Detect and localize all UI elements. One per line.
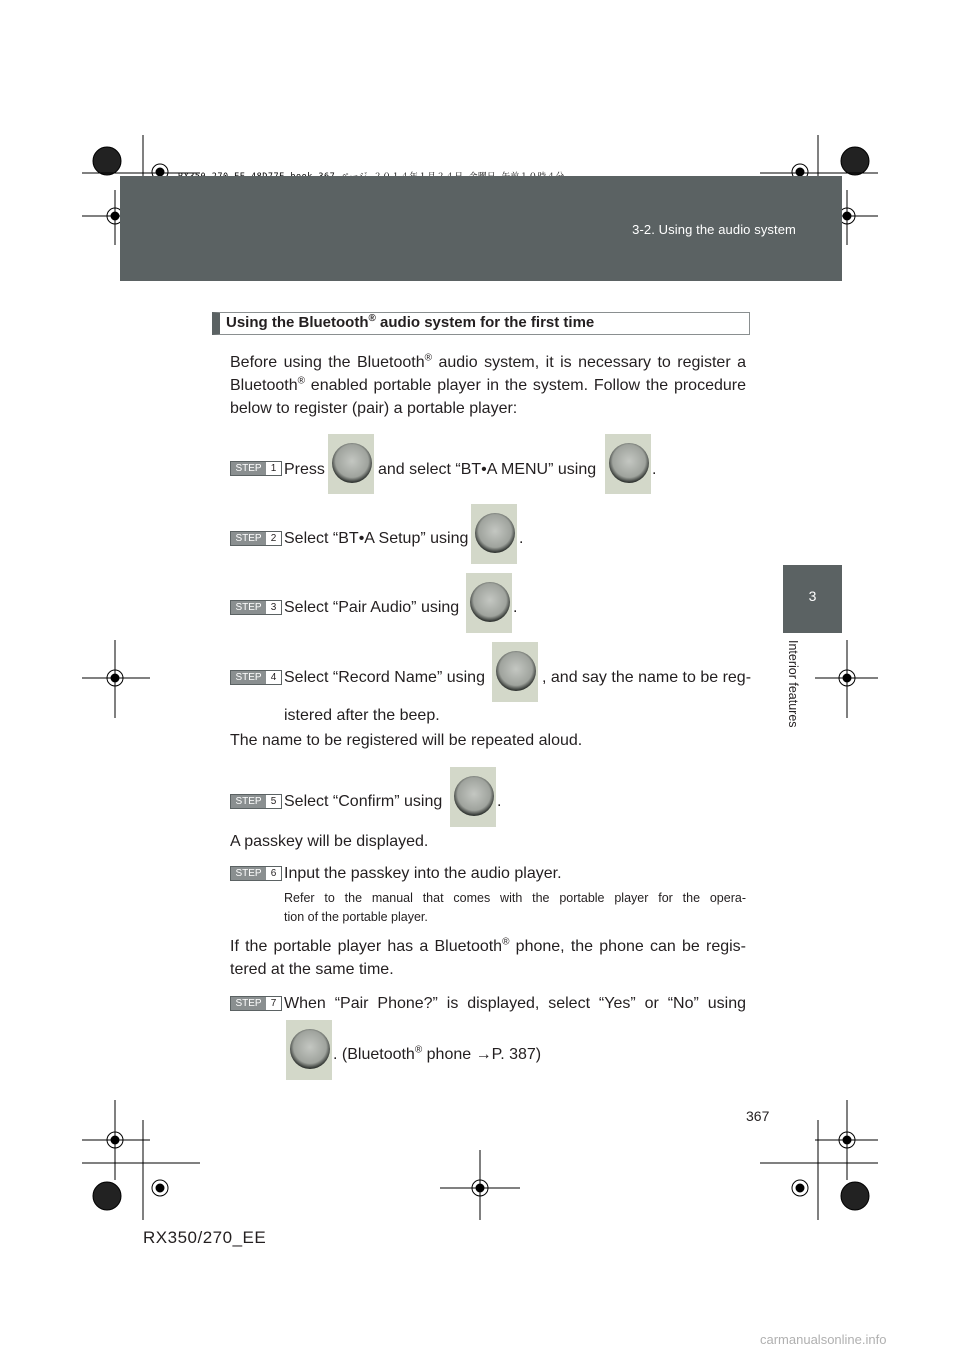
note-after-step-4: The name to be registered will be repeated aloud. xyxy=(230,732,583,749)
step-5-text: Select “Confirm” using xyxy=(284,793,443,810)
bt-phone-note: If the portable player has a Bluetooth® phone, the phone can be regis- tered at the same time. xyxy=(230,936,746,978)
chapter-number: 3 xyxy=(808,588,817,604)
knob-button-icon xyxy=(450,767,496,827)
step-1-text-b: and select “BT•A MENU” using xyxy=(378,461,597,478)
step-badge-1: STEP 1 xyxy=(230,461,282,476)
step-1-text-a: Press xyxy=(284,461,325,478)
step-1-text-c: . xyxy=(652,461,657,478)
knob-button-icon xyxy=(328,434,374,494)
footer-watermark: carmanualsonline.info xyxy=(760,1332,887,1347)
step-4-text-a: Select “Record Name” using xyxy=(284,669,485,686)
step-4-text-cont: istered after the beep. xyxy=(284,707,440,724)
step-badge-3: STEP 3 xyxy=(230,600,282,615)
step-badge-6: STEP 6 xyxy=(230,866,282,881)
step-badge-4: STEP 4 xyxy=(230,670,282,685)
section-heading: Using the Bluetooth® audio system for the first time xyxy=(226,313,595,331)
step-3-text: Select “Pair Audio” using xyxy=(284,599,460,616)
step-badge-2: STEP 2 xyxy=(230,531,282,546)
intro-paragraph: Before using the Bluetooth® audio system, it is necessary to register a Bluetooth® enabled portable player in the system. Follow the procedure below to register (pair) a portable player: xyxy=(230,352,747,417)
step-2-text: Select “BT•A Setup” using xyxy=(284,530,469,547)
step-badge-5: STEP 5 xyxy=(230,794,282,809)
step-2-text-c: . xyxy=(519,530,524,547)
knob-button-icon xyxy=(471,504,517,564)
page-number: 367 xyxy=(746,1108,770,1124)
knob-button-icon xyxy=(605,434,651,494)
knob-button-icon xyxy=(286,1020,332,1080)
knob-button-icon xyxy=(492,642,538,702)
arrow-icon: → xyxy=(475,1046,492,1063)
step-4-text-b: , and say the name to be reg- xyxy=(542,669,752,686)
step-6-text: Input the passkey into the audio player. xyxy=(284,865,562,882)
step-badge-7: STEP 7 xyxy=(230,996,282,1011)
knob-button-icon xyxy=(466,573,512,633)
step-7-text-cont: . (Bluetooth® phone →P. 387) xyxy=(333,1044,542,1063)
chapter-label: Interior features xyxy=(786,640,800,728)
step-3-text-c: . xyxy=(513,599,518,616)
model-code: RX350/270_EE xyxy=(143,1228,267,1247)
section-title: 3-2. Using the audio system xyxy=(632,222,796,237)
note-after-step-5: A passkey will be displayed. xyxy=(230,833,429,850)
step-5-text-c: . xyxy=(497,793,502,810)
note-after-step-6: Refer to the manual that comes with the portable player for the opera- tion of the portable player. xyxy=(284,891,746,924)
step-7-text: When “Pair Phone?” is displayed, select “Yes” or “No” using xyxy=(284,995,746,1012)
